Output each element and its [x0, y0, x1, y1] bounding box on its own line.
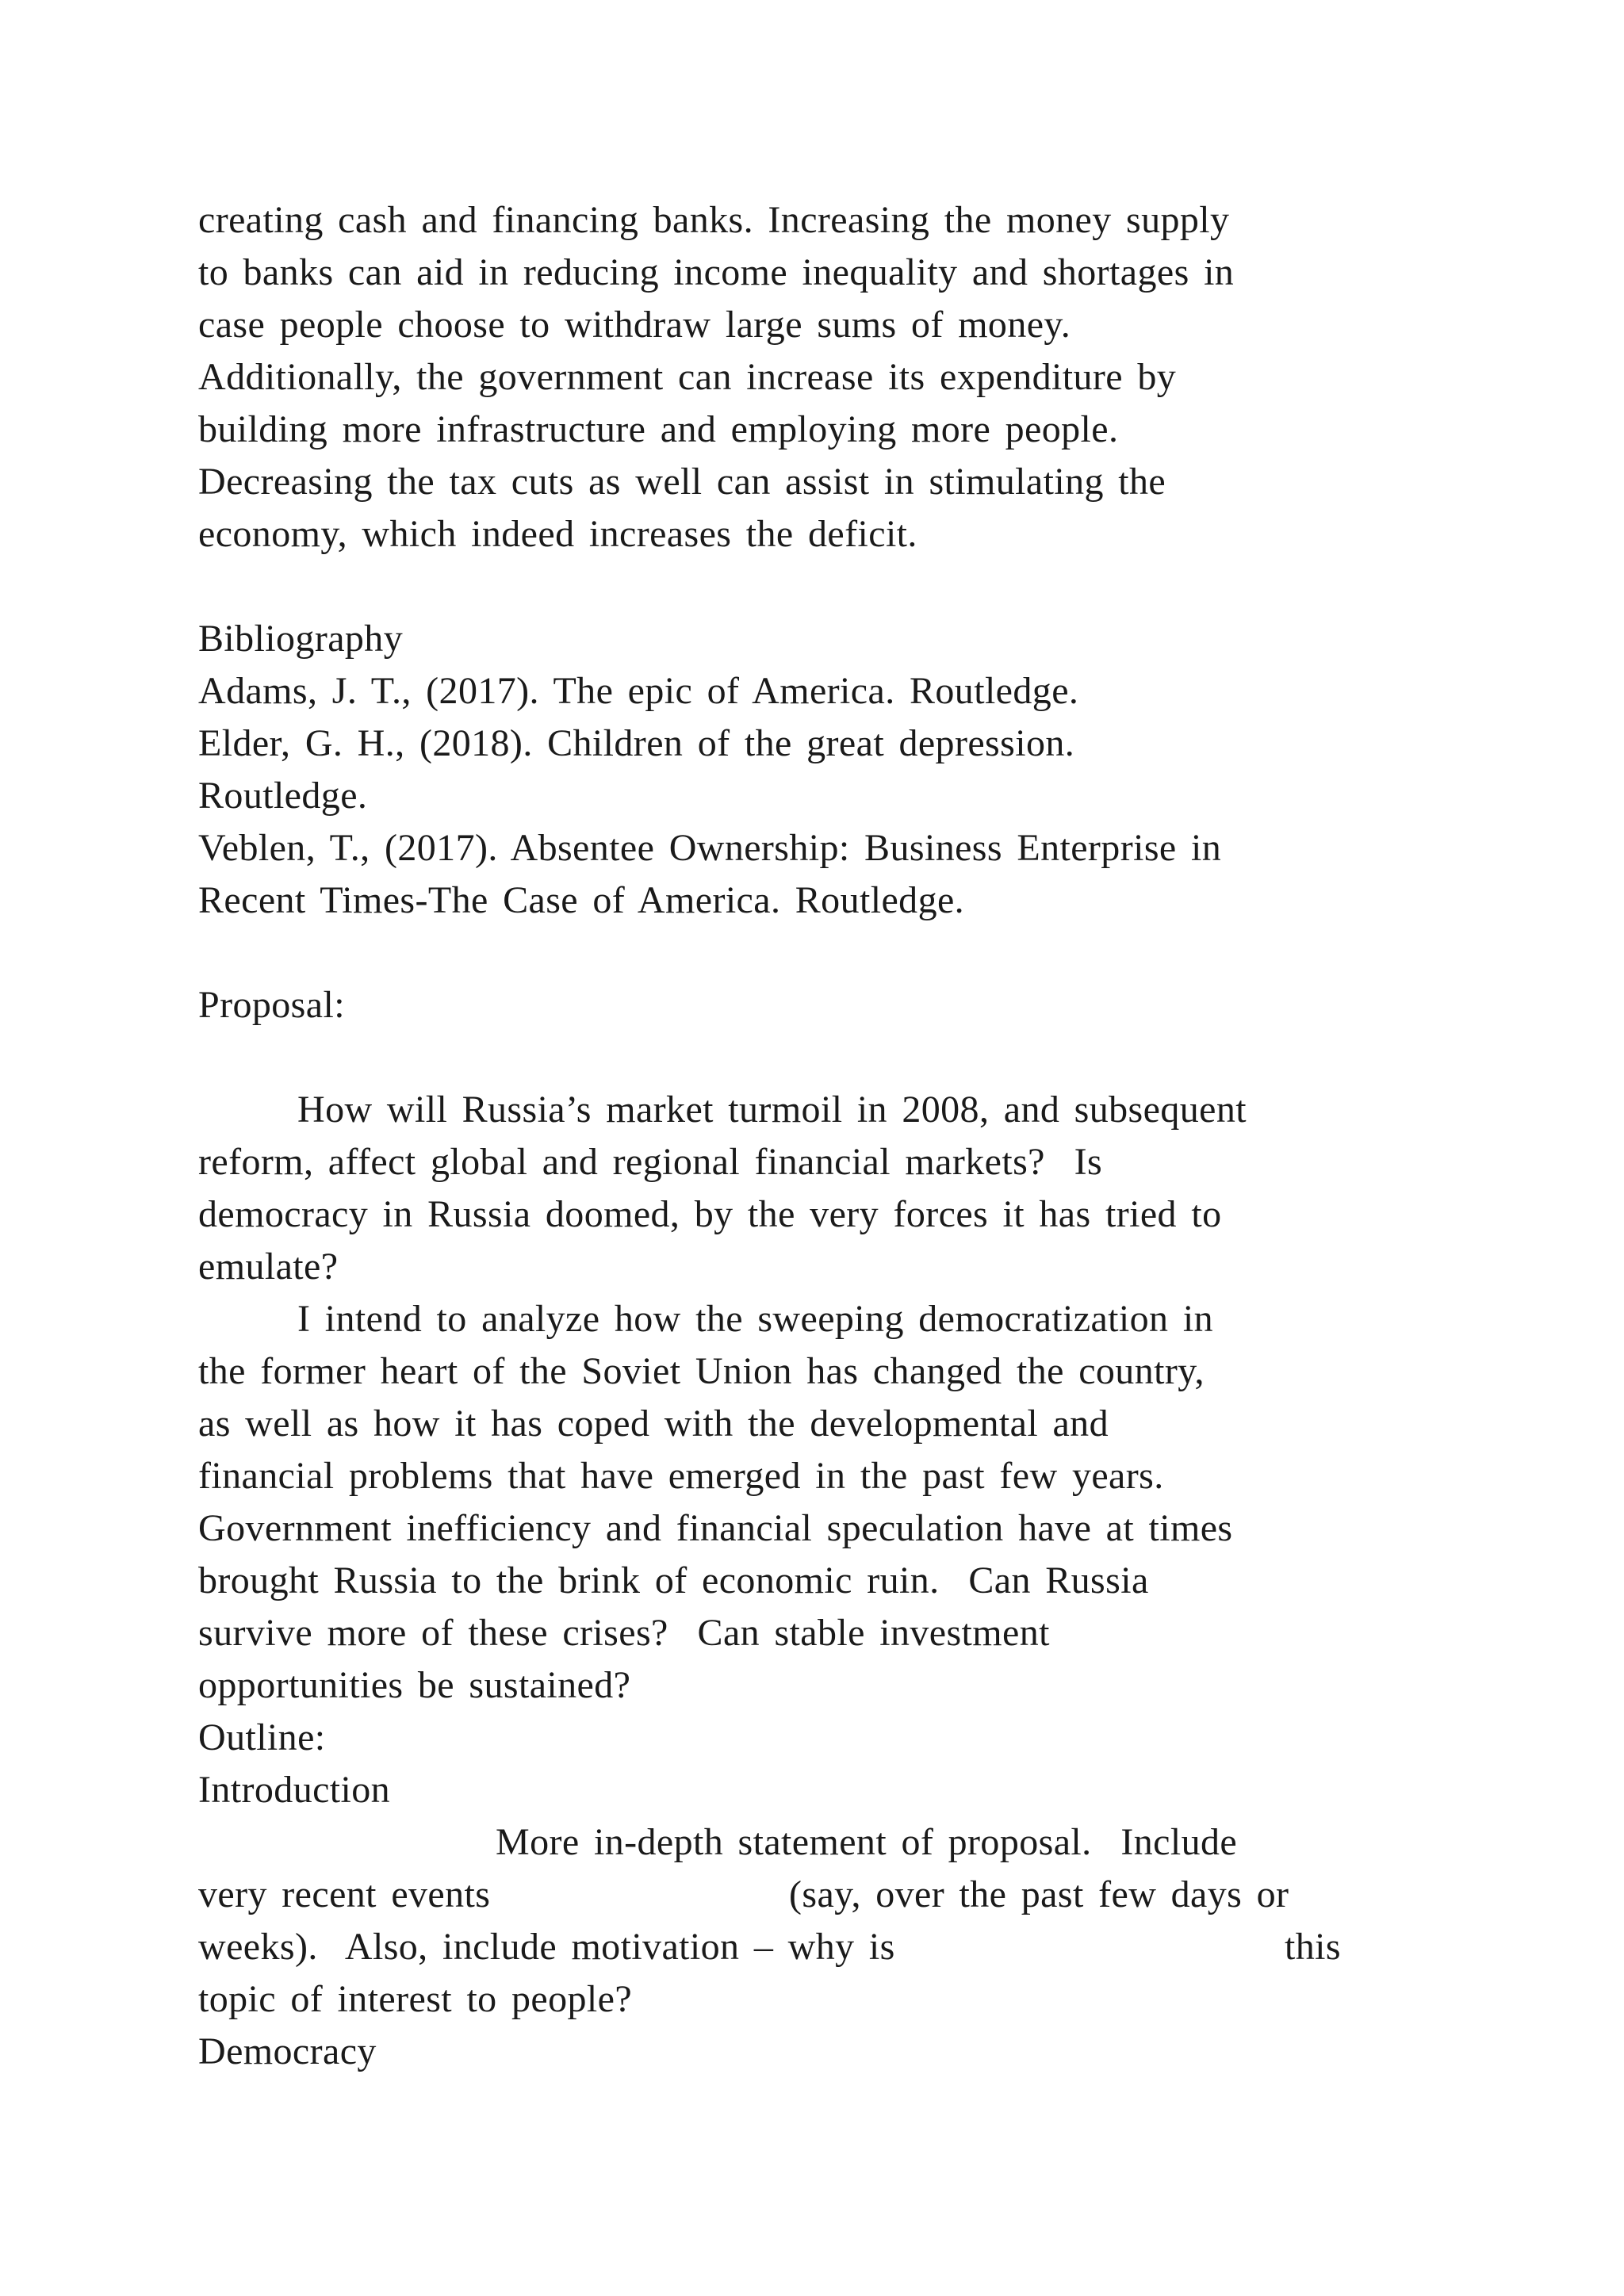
outline-text-line: (say, over the past few days or — [789, 1873, 1289, 1915]
outline-heading: Outline: — [198, 1716, 326, 1758]
outline-text-line: topic of interest to people? — [198, 1978, 633, 2020]
proposal-heading: Proposal: — [198, 984, 345, 1026]
proposal-text-line: opportunities be sustained? — [198, 1664, 631, 1706]
proposal-text-line: the former heart of the Soviet Union has changed the country, — [198, 1350, 1205, 1392]
outline-section-introduction: Introduction — [198, 1769, 391, 1811]
bibliography-entry: Veblen, T., (2017). Absentee Ownership: Business Enterprise in — [198, 827, 1222, 869]
proposal-text-line: emulate? — [198, 1246, 339, 1288]
outline-text-line: More in-depth statement of proposal. Include — [496, 1821, 1238, 1863]
body-text-line: building more infrastructure and employing more people. — [198, 408, 1119, 450]
body-text-line: Decreasing the tax cuts as well can assist in stimulating the — [198, 461, 1166, 503]
proposal-text-line: How will Russia’s market turmoil in 2008, and subsequent — [297, 1089, 1247, 1131]
body-text-line: to banks can aid in reducing income inequality and shortages in — [198, 251, 1235, 293]
bibliography-entry: Recent Times-The Case of America. Routledge. — [198, 879, 965, 921]
bibliography-heading: Bibliography — [198, 618, 404, 660]
outline-text-line: this — [1285, 1926, 1341, 1968]
bibliography-entry: Elder, G. H., (2018). Children of the great depression. — [198, 722, 1075, 764]
outline-text-line: weeks). Also, include motivation – why is — [198, 1926, 895, 1968]
proposal-text-line: financial problems that have emerged in the past few years. — [198, 1455, 1164, 1497]
body-text-line: economy, which indeed increases the deficit. — [198, 513, 917, 555]
body-text-line: case people choose to withdraw large sums of money. — [198, 304, 1071, 346]
proposal-text-line: Government inefficiency and financial speculation have at times — [198, 1507, 1233, 1549]
body-text-line: Additionally, the government can increase its expenditure by — [198, 356, 1177, 398]
outline-section-democracy: Democracy — [198, 2030, 377, 2072]
proposal-text-line: reform, affect global and regional financial markets? Is — [198, 1141, 1103, 1183]
proposal-text-line: brought Russia to the brink of economic ruin. Can Russia — [198, 1559, 1149, 1601]
bibliography-entry: Routledge. — [198, 775, 368, 817]
bibliography-entry: Adams, J. T., (2017). The epic of America. Routledge. — [198, 670, 1079, 712]
proposal-text-line: survive more of these crises? Can stable investment — [198, 1612, 1050, 1654]
proposal-text-line: I intend to analyze how the sweeping democratization in — [297, 1298, 1213, 1340]
proposal-text-line: democracy in Russia doomed, by the very forces it has tried to — [198, 1193, 1222, 1235]
body-text-line: creating cash and financing banks. Increasing the money supply — [198, 199, 1230, 241]
proposal-text-line: as well as how it has coped with the developmental and — [198, 1402, 1109, 1445]
outline-text-line: very recent events — [198, 1873, 491, 1915]
